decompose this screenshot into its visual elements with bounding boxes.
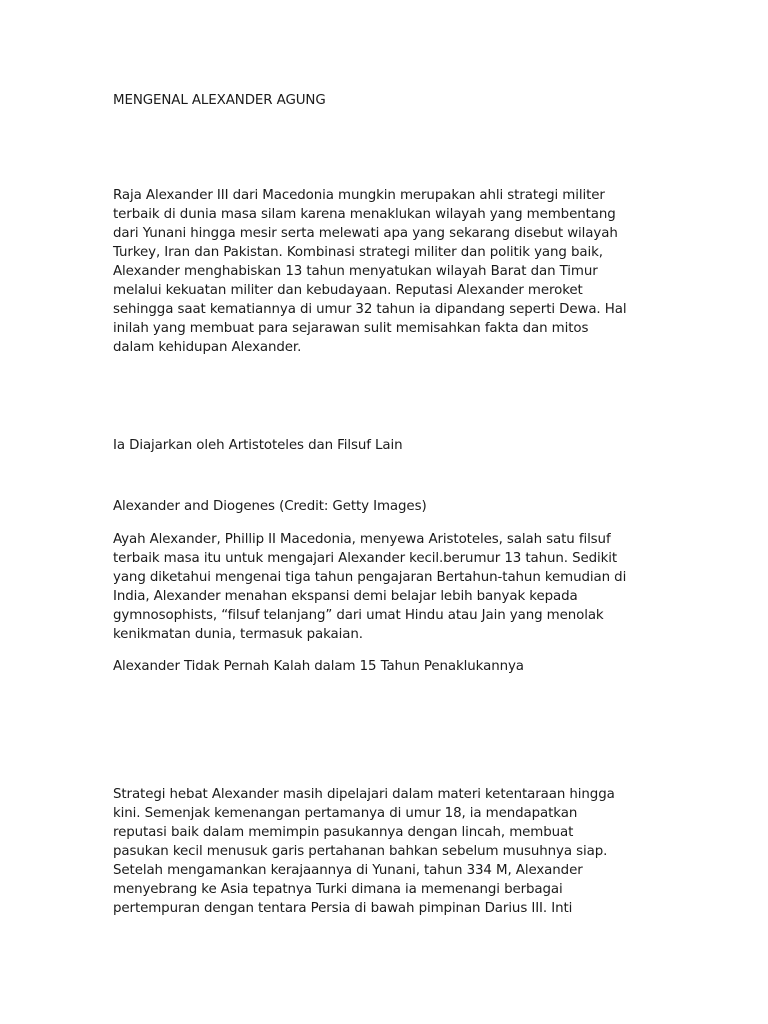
paragraph-intro: Raja Alexander III dari Macedonia mungkin merupakan ahli strategi militer terbaik di dunia masa silam karena menaklukan wilayah yang membentang dari Yunani hingga mesir serta melewati apa yang sekarang disebut wilayah Turkey, Iran dan Pakistan. Kombinasi strategi militer dan politik yang baik, Alexander menghabiskan 13 tahun menyatukan wilayah Barat dan Timur melalui kekuatan militer dan kebudayaan. Reputasi Alexander meroket sehingga saat kematiannya di umur 32 tahun ia dipandang seperti Dewa. Hal inilah yang membuat para sejarawan sulit memisahkan fakta dan mitos dalam kehidupan Alexander.	[113, 188, 627, 355]
section-heading-aristotle: Ia Diajarkan oleh Artistoteles dan Filsuf Lain	[113, 438, 403, 453]
image-caption: Alexander and Diogenes (Credit: Getty Images)	[113, 499, 427, 514]
section-heading-undefeated: Alexander Tidak Pernah Kalah dalam 15 Tahun Penaklukannya	[113, 659, 524, 674]
paragraph-strategy: Strategi hebat Alexander masih dipelajari dalam materi ketentaraan hingga kini. Semenjak kemenangan pertamanya di umur 18, ia mendapatkan reputasi baik dalam memimpin pasukannya dengan lincah, membuat pasukan kecil menusuk garis pertahanan bahkan sebelum musuhnya siap. Setelah mengamankan kerajaannya di Yunani, tahun 334 M, Alexander menyebrang ke Asia tepatnya Turki dimana ia memenangi berbagai pertempuran dengan tentara Persia di bawah pimpinan Darius III. Inti	[113, 787, 615, 916]
paragraph-education: Ayah Alexander, Phillip II Macedonia, menyewa Aristoteles, salah satu filsuf terbaik masa itu untuk mengajari Alexander kecil.berumur 13 tahun. Sedikit yang diketahui mengenai tiga tahun pengajaran Bertahun-tahun kemudian di India, Alexander menahan ekspansi demi belajar lebih banyak kepada gymnosophists, “filsuf telanjang” dari umat Hindu atau Jain yang menolak kenikmatan dunia, termasuk pakaian.	[113, 532, 627, 642]
document-title: MENGENAL ALEXANDER AGUNG	[113, 93, 326, 108]
